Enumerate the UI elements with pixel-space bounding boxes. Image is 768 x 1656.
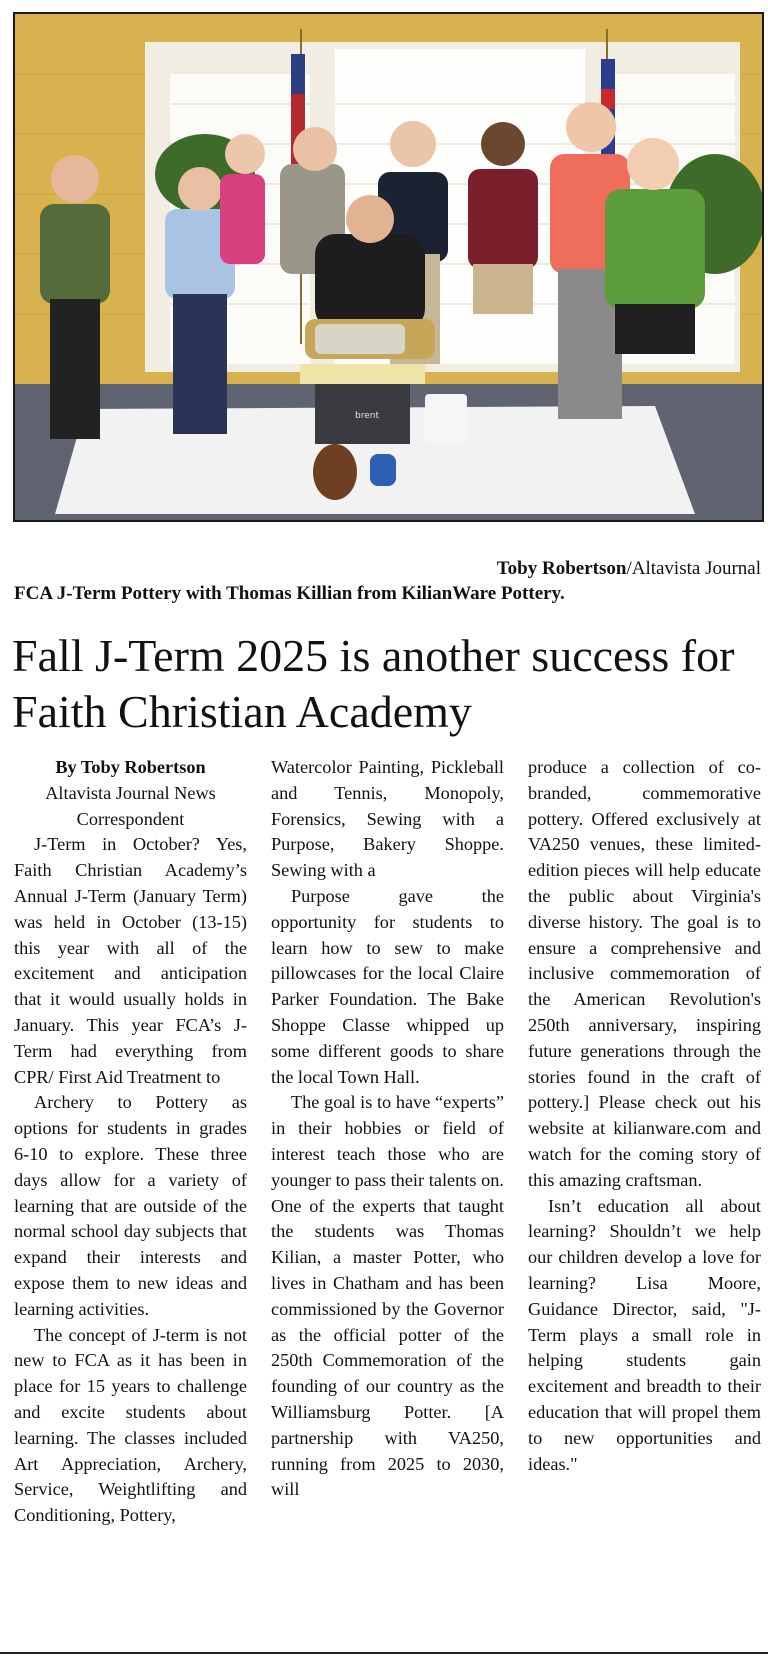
article-column-3: [528, 755, 761, 1477]
paragraph: Archery to Pottery as options for students in grades 6-10 to explore. These three days allow for a variety of learning that are outside of the normal school day subjects that expand their interests and expose them to new ideas and learning activities.: [14, 1092, 247, 1319]
article-column-2: [271, 755, 504, 1503]
wheel-brand-label: brent: [355, 411, 379, 421]
photo-illustration: [15, 14, 762, 520]
author-role-1: Altavista Journal News: [45, 782, 216, 803]
paragraph: Isn’t education all about learning? Shouldn’t we help our children develop a love for learning? Lisa Moore, Guidance Director, said, "J-Term plays a small role in helping students gain excitement and breadth to their education that will propel them to new opportunities and ideas.": [528, 1195, 761, 1474]
article-column-1: [14, 755, 247, 1529]
paragraph: The concept of J-term is not new to FCA as it has been in place for 15 years to challenge and excite students about learning. The classes included Art Appreciation, Archery, Service, Weightlifting and Conditioning, Pottery,: [14, 1324, 247, 1526]
article-photo: [13, 12, 764, 522]
byline: By Toby Robertson: [55, 757, 206, 777]
credit-outlet: /Altavista Journal: [626, 558, 761, 579]
photo-caption: FCA J-Term Pottery with Thomas Killian from KilianWare Pottery.: [14, 583, 565, 604]
paragraph: Watercolor Painting, Pickleball and Tennis, Monopoly, Forensics, Sewing with a Purpose, Bakery Shoppe. Sewing with a: [271, 757, 504, 881]
credit-name: Toby Robertson: [496, 558, 627, 579]
paragraph: produce a collection of co-branded, commemorative pottery. Offered exclusively at VA250 venues, these limited-edition pieces will help educate the public about Virginia's diverse history. The goal is to ensure a comprehensive and inclusive commemoration of the American Revolution's 250th anniversary, inspiring future generations through the stories found in the craft of pottery.] Please check out his website at kilianware.com and watch for the coming story of this amazing craftsman.: [528, 757, 761, 1190]
photo-credit: [497, 558, 761, 580]
paragraph: Purpose gave the opportunity for students to learn how to sew to make pillowcases for the local Claire Parker Foundation. The Bake Shoppe Classe whipped up some different goods to share the local Town Hall.: [271, 885, 504, 1087]
bottom-rule: [0, 1652, 768, 1654]
headline: Fall J-Term 2025 is another success for Faith Christian Academy: [12, 630, 735, 737]
author-role-2: Correspondent: [76, 808, 185, 829]
paragraph: J-Term in October? Yes, Faith Christian Academy’s Annual J-Term (January Term) was held in October (13-15) this year with all of the excitement and anticipation that it would usually holds in January. This year FCA’s J-Term had everything from CPR/ First Aid Treatment to: [14, 834, 247, 1087]
paragraph: The goal is to have “experts” in their hobbies or field of interest teach those who are younger to pass their talents on. One of the experts that taught the students was Thomas Kilian, a master Potter, who lives in Chatham and has been commissioned by the Governor as the official potter of the 250th Commemoration of the founding of our country as the Williamsburg Potter. [A partnership with VA250, running from 2025 to 2030, will: [271, 1092, 504, 1500]
